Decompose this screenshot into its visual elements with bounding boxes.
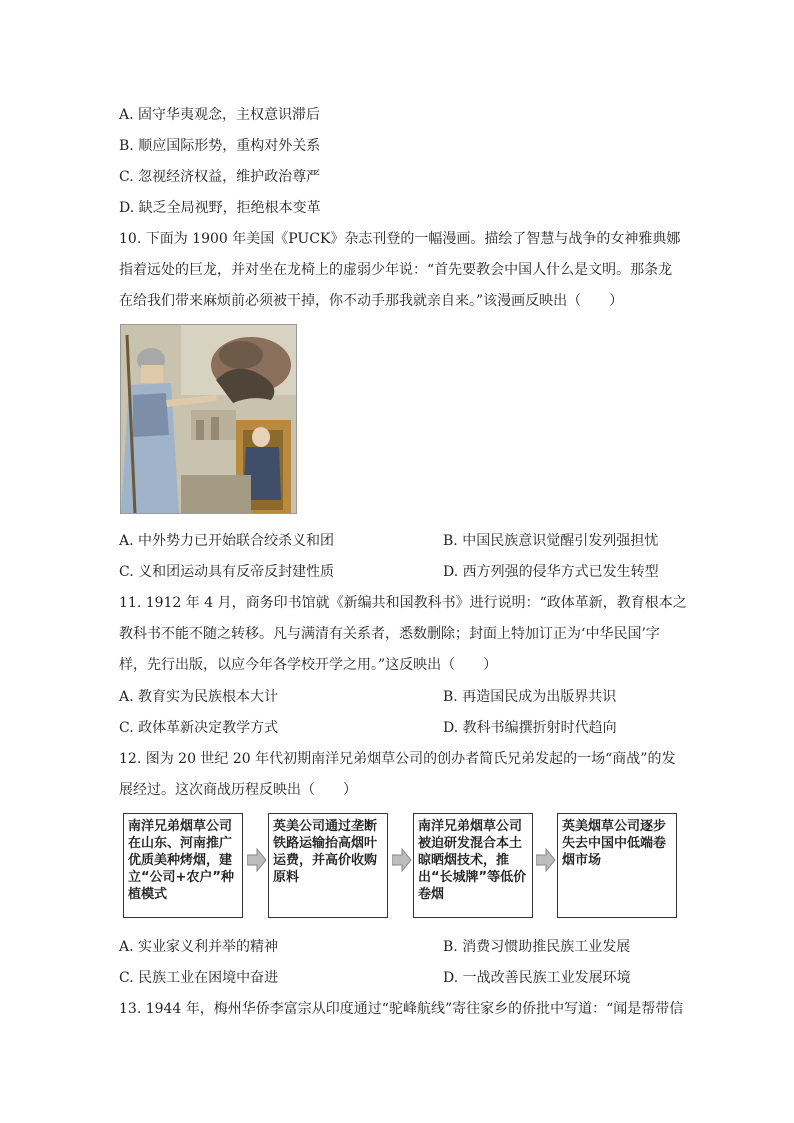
q12-option-d: D. 一战改善民族工业发展环境	[443, 970, 631, 986]
flow-arrow-icon	[392, 848, 412, 872]
q11-stem-line3: 样，先行出版，以应今年各学校开学之用。”这反映出（ ）	[119, 657, 498, 673]
q10-option-d: D. 西方列强的侵华方式已发生转型	[443, 564, 659, 580]
q10-stem-line2: 指着远处的巨龙，并对坐在龙椅上的虚弱少年说：“首先要教会中国人什么是文明。那条龙	[119, 262, 673, 278]
flow-step-2: 英美公司通过垄断铁路运输抬高烟叶运费，并高价收购原料	[268, 813, 388, 918]
puck-cartoon-image	[120, 324, 297, 514]
q10-option-a: A. 中外势力已开始联合绞杀义和团	[119, 533, 335, 549]
q9-option-b: B. 顺应国际形势，重构对外关系	[119, 138, 321, 154]
q10-stem-line3: 在给我们带来麻烦前必须被干掉，你不动手那我就亲自来。”该漫画反映出（ ）	[119, 293, 624, 309]
q12-option-c: C. 民族工业在困境中奋进	[119, 970, 279, 986]
q10-stem-line1: 10. 下面为 1900 年美国《PUCK》杂志刊登的一幅漫画。描绘了智慧与战争的女神雅典娜	[119, 231, 681, 247]
q11-stem-line2: 教科书不能不随之转移。凡与满清有关系者，悉数删除；封面上特加订正为‘中华民国’字	[119, 626, 660, 642]
flow-arrow-icon	[247, 848, 267, 872]
q12-stem-line1: 12. 图为 20 世纪 20 年代初期南洋兄弟烟草公司的创办者简氏兄弟发起的一场“商战”的发	[119, 751, 676, 767]
q9-option-a: A. 固守华夷观念，主权意识滞后	[119, 107, 321, 123]
q11-option-a: A. 教育实为民族根本大计	[119, 689, 279, 705]
q12-stem-line2: 展经过。这次商战历程反映出（ ）	[119, 782, 357, 798]
q11-option-b: B. 再造国民成为出版界共识	[443, 689, 617, 705]
q11-option-d: D. 教科书编撰折射时代趋向	[443, 720, 617, 736]
q10-option-c: C. 义和团运动具有反帝反封建性质	[119, 564, 335, 580]
flow-step-4: 英美烟草公司逐步失去中国中低端卷烟市场	[557, 813, 677, 918]
q9-option-c: C. 忽视经济权益，维护政治尊严	[119, 169, 321, 185]
q9-option-d: D. 缺乏全局视野，拒绝根本变革	[119, 200, 321, 216]
q12-option-b: B. 消费习惯助推民族工业发展	[443, 939, 631, 955]
q13-stem-line1: 13. 1944 年，梅州华侨李富宗从印度通过“驼峰航线”寄往家乡的侨批中写道：“闻是帮带信	[119, 1001, 684, 1017]
cartoon-illustration	[121, 325, 296, 513]
q12-option-a: A. 实业家义利并举的精神	[119, 939, 279, 955]
flow-step-1: 南洋兄弟烟草公司在山东、河南推广优质美种烤烟，建立“公司+农户”种植模式	[123, 813, 243, 918]
flow-step-3: 南洋兄弟烟草公司被迫研发混合本土晾晒烟技术，推出“长城牌”等低价卷烟	[413, 813, 533, 918]
q11-option-c: C. 政体革新决定教学方式	[119, 720, 279, 736]
flow-arrow-icon	[536, 848, 556, 872]
q11-stem-line1: 11. 1912 年 4 月，商务印书馆就《新编共和国教科书》进行说明：“政体革新，教育根本之	[119, 595, 687, 611]
q10-option-b: B. 中国民族意识觉醒引发列强担忧	[443, 533, 659, 549]
